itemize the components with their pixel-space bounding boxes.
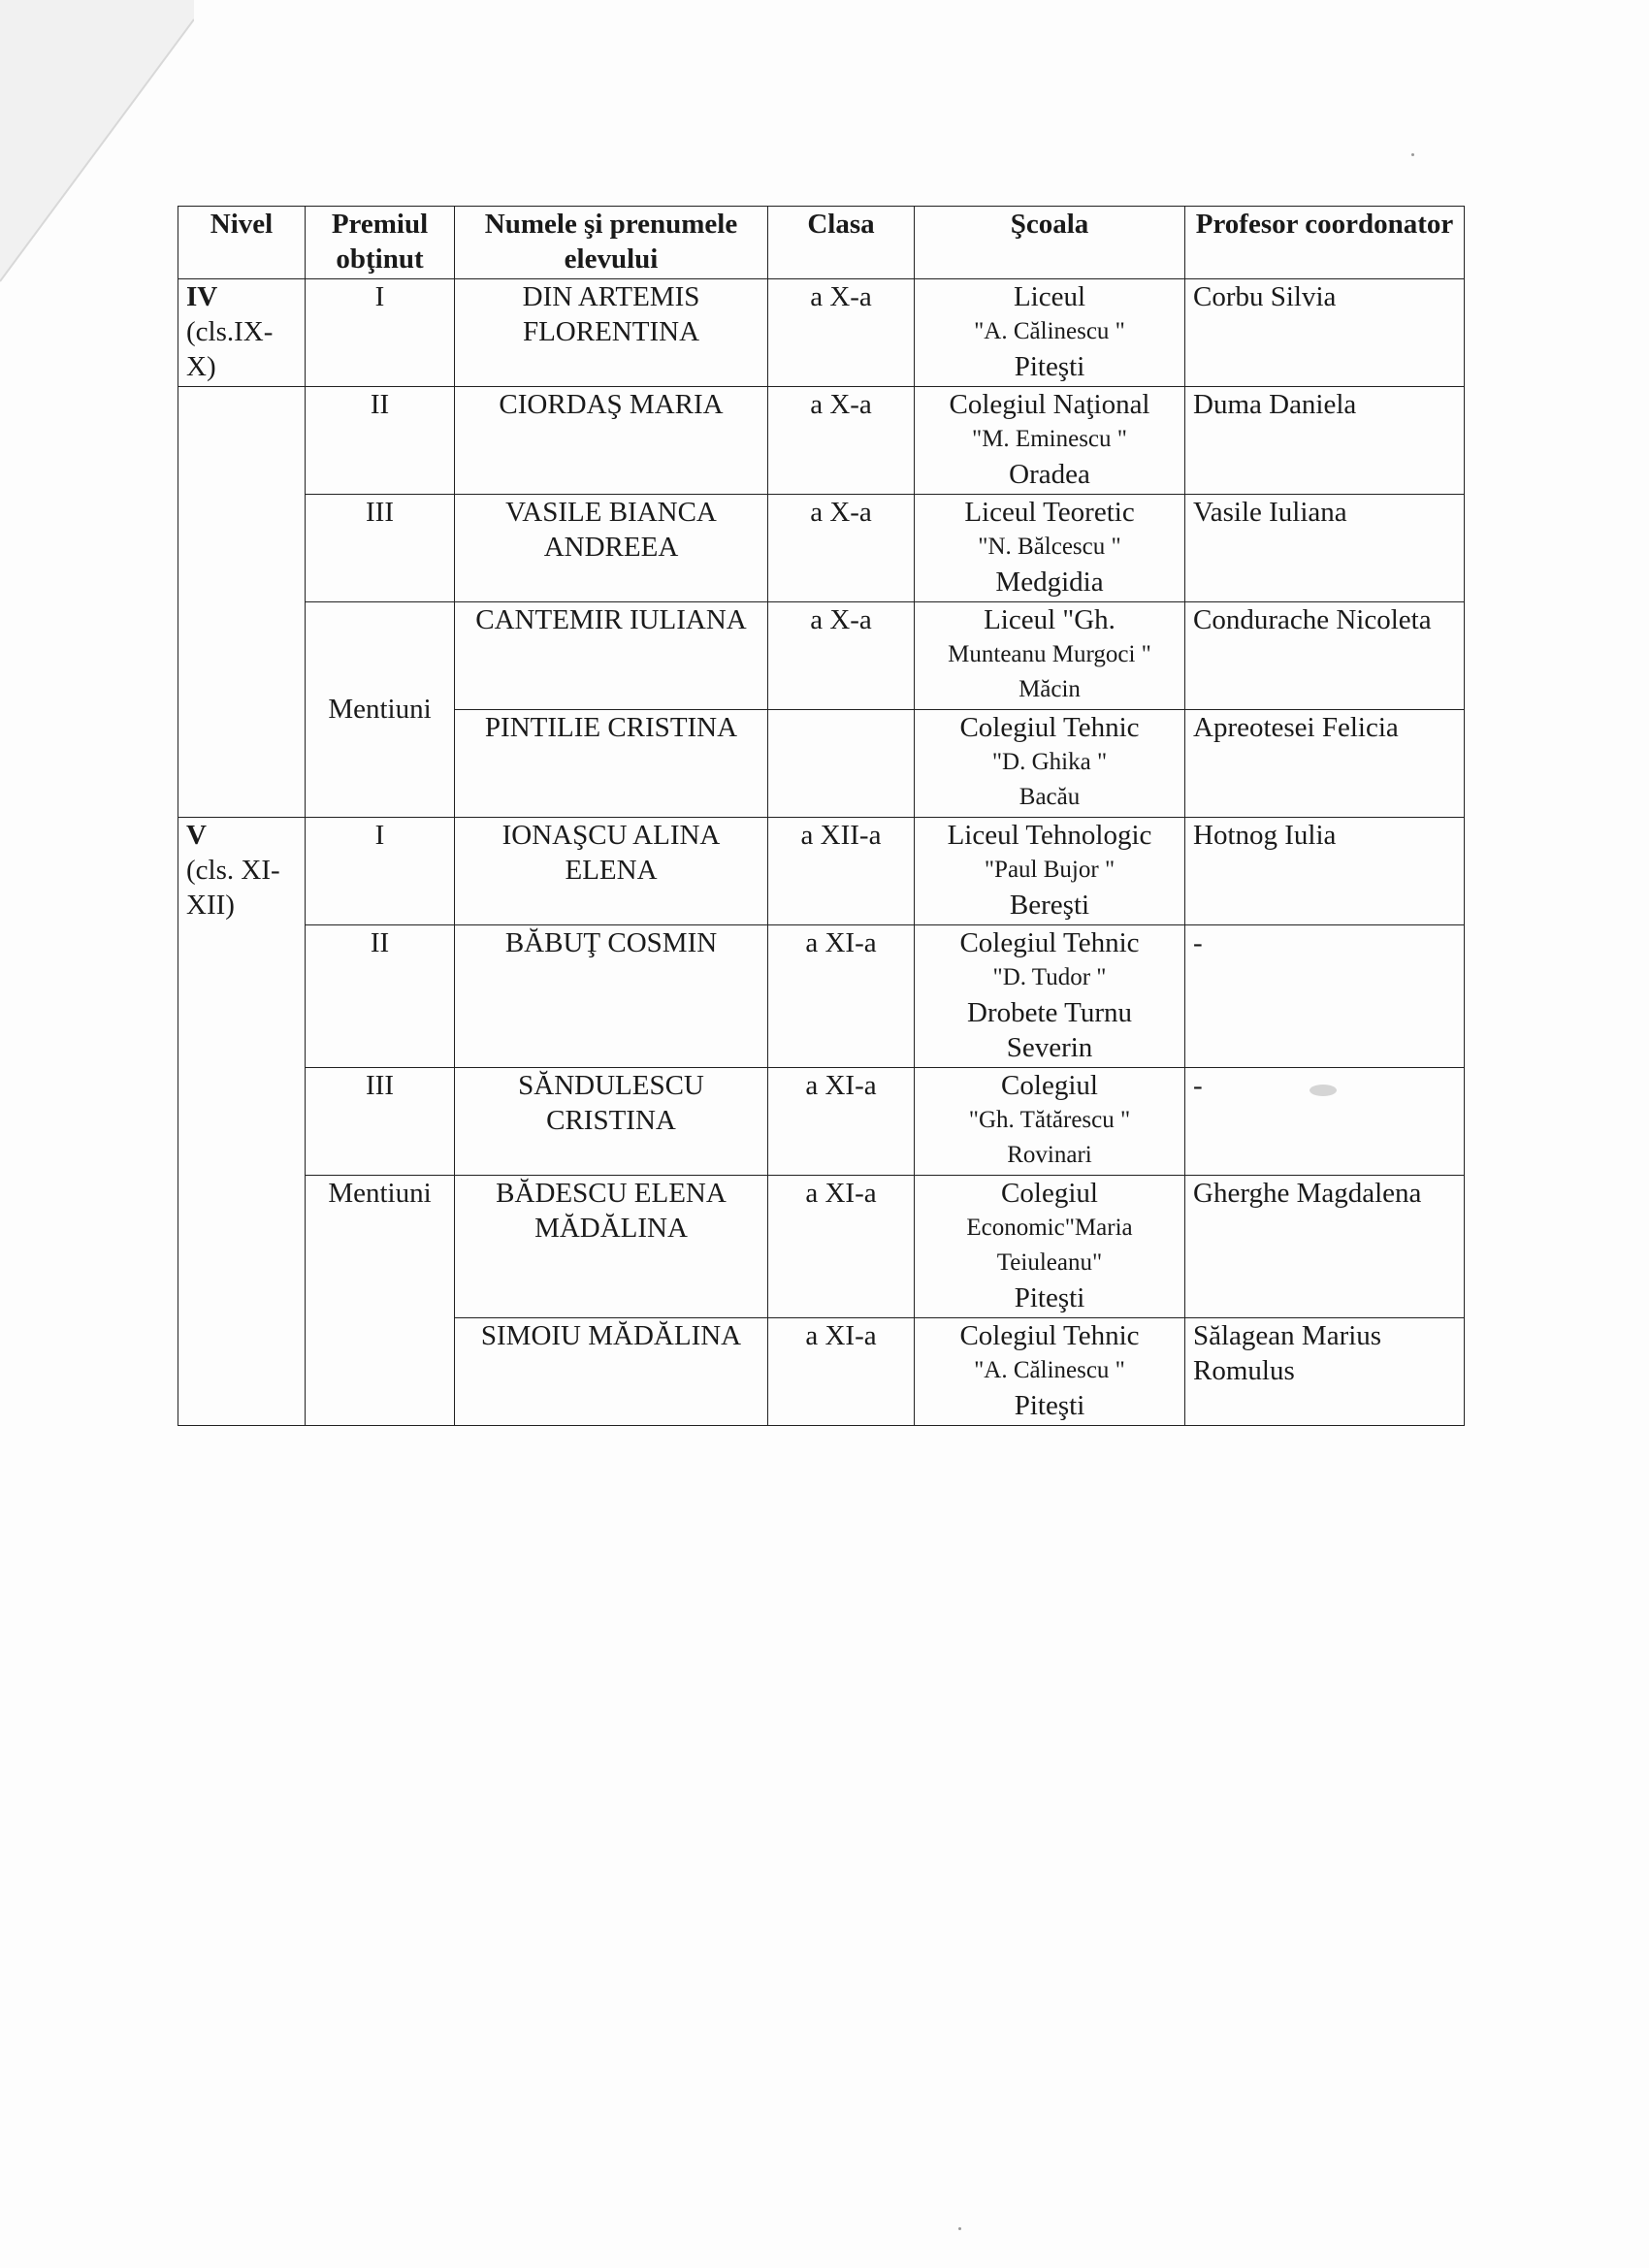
scoala-line: Oradea <box>1009 459 1090 490</box>
premiu-cell: I <box>306 818 455 925</box>
profesor-cell: - <box>1185 925 1465 1068</box>
nivel-label: V <box>186 820 207 851</box>
nivel-label: IV <box>186 281 218 312</box>
premiu-cell: II <box>306 387 455 495</box>
nume-cell: VASILE BIANCA ANDREEA <box>455 495 768 602</box>
scoala-line: "Gh. Tătărescu " <box>968 1107 1131 1133</box>
scoala-line: Drobete Turnu Severin <box>967 997 1132 1063</box>
scoala-line: "A. Călinescu " <box>974 318 1125 344</box>
scoala-cell <box>915 925 1185 1068</box>
scoala-line: "Paul Bujor " <box>984 857 1116 883</box>
scoala-line: Colegiul <box>1001 1178 1098 1209</box>
scoala-cell <box>915 602 1185 710</box>
scoala-line: Colegiul <box>1001 1070 1098 1101</box>
nume-cell: CANTEMIR IULIANA <box>455 602 768 710</box>
scoala-line: "A. Călinescu " <box>974 1357 1125 1383</box>
scoala-line: Piteşti <box>1014 1282 1085 1313</box>
profesor-cell: Corbu Silvia <box>1185 279 1465 387</box>
nivel-detail: (cls.IX-X) <box>186 316 274 382</box>
scoala-line: Medgidia <box>995 567 1104 598</box>
scoala-line: Piteşti <box>1014 351 1085 382</box>
table-row <box>178 387 1465 495</box>
profesor-cell: - <box>1185 1068 1465 1176</box>
clasa-cell: a XI-a <box>768 925 915 1068</box>
scoala-line: "N. Bălcescu " <box>978 534 1121 560</box>
clasa-cell: a X-a <box>768 495 915 602</box>
clasa-cell <box>768 710 915 818</box>
scoala-cell <box>915 818 1185 925</box>
scoala-line: Liceul "Gh. <box>984 604 1116 635</box>
nume-cell: DIN ARTEMIS FLORENTINA <box>455 279 768 387</box>
premiu-cell: III <box>306 1068 455 1176</box>
profesor-cell: Hotnog Iulia <box>1185 818 1465 925</box>
scoala-line: Bacău <box>1018 784 1081 810</box>
table-row <box>178 279 1465 387</box>
header-scoala: Şcoala <box>915 207 1185 279</box>
premiu-cell: Mentiuni <box>306 602 455 818</box>
header-clasa: Clasa <box>768 207 915 279</box>
scoala-line: Liceul <box>1013 281 1086 312</box>
scoala-line: Munteanu Murgoci " <box>948 641 1151 667</box>
nume-cell: SIMOIU MĂDĂLINA <box>455 1318 768 1426</box>
table-row <box>178 495 1465 602</box>
scan-smudge <box>1310 1085 1337 1096</box>
scoala-line: Colegiul Tehnic <box>959 927 1140 958</box>
nivel-cell-continued <box>178 387 306 818</box>
table-row <box>178 602 1465 710</box>
premiu-cell: III <box>306 495 455 602</box>
nivel-cell <box>178 279 306 387</box>
profesor-cell: Duma Daniela <box>1185 387 1465 495</box>
nivel-cell <box>178 818 306 1426</box>
scoala-cell <box>915 279 1185 387</box>
scoala-line: Colegiul Tehnic <box>959 712 1140 743</box>
nume-cell: IONAŞCU ALINA ELENA <box>455 818 768 925</box>
table-row <box>178 818 1465 925</box>
premiu-cell: Mentiuni <box>306 1176 455 1426</box>
nume-cell: BĂBUŢ COSMIN <box>455 925 768 1068</box>
scoala-line: Piteşti <box>1014 1390 1085 1421</box>
scoala-line: Bereşti <box>1009 890 1090 921</box>
nume-cell: SĂNDULESCU CRISTINA <box>455 1068 768 1176</box>
scan-speck <box>1411 153 1414 156</box>
scoala-line: "D. Tudor " <box>992 964 1107 990</box>
header-profesor: Profesor coordonator <box>1185 207 1465 279</box>
profesor-cell: Condurache Nicoleta <box>1185 602 1465 710</box>
scoala-cell <box>915 1068 1185 1176</box>
scoala-line: Măcin <box>1018 676 1081 702</box>
clasa-cell: a XII-a <box>768 818 915 925</box>
scoala-line: Colegiul Tehnic <box>959 1320 1140 1351</box>
table-row <box>178 1068 1465 1176</box>
scoala-line: Rovinari <box>1007 1142 1092 1168</box>
clasa-cell: a X-a <box>768 387 915 495</box>
scoala-cell <box>915 710 1185 818</box>
scoala-line: Liceul Teoretic <box>964 497 1135 528</box>
scoala-cell <box>915 1176 1185 1318</box>
clasa-cell: a XI-a <box>768 1176 915 1318</box>
header-nivel: Nivel <box>178 207 306 279</box>
clasa-cell: a X-a <box>768 279 915 387</box>
profesor-cell: Gherghe Magdalena <box>1185 1176 1465 1318</box>
scoala-cell <box>915 495 1185 602</box>
scoala-cell <box>915 1318 1185 1426</box>
profesor-cell: Sălagean Marius Romulus <box>1185 1318 1465 1426</box>
scoala-line: Colegiul Naţional <box>949 389 1150 420</box>
profesor-cell: Apreotesei Felicia <box>1185 710 1465 818</box>
scoala-line: "D. Ghika " <box>991 749 1108 775</box>
header-premiul: Premiul obţinut <box>306 207 455 279</box>
table-row <box>178 1176 1465 1318</box>
nume-cell: PINTILIE CRISTINA <box>455 710 768 818</box>
scan-speck <box>958 2227 961 2230</box>
scoala-line: Liceul Tehnologic <box>947 820 1152 851</box>
nume-cell: BĂDESCU ELENA MĂDĂLINA <box>455 1176 768 1318</box>
premiu-cell: II <box>306 925 455 1068</box>
scoala-line: "M. Eminescu " <box>972 426 1127 452</box>
scan-corner-fold <box>0 0 194 291</box>
premiu-cell: I <box>306 279 455 387</box>
clasa-cell: a XI-a <box>768 1068 915 1176</box>
nivel-detail: (cls. XI-XII) <box>186 855 280 921</box>
header-row <box>178 207 1465 279</box>
scoala-cell <box>915 387 1185 495</box>
clasa-cell: a X-a <box>768 602 915 710</box>
nume-cell: CIORDAŞ MARIA <box>455 387 768 495</box>
clasa-cell: a XI-a <box>768 1318 915 1426</box>
profesor-cell: Vasile Iuliana <box>1185 495 1465 602</box>
results-table <box>178 206 1465 1426</box>
table-row <box>178 925 1465 1068</box>
scoala-line: Economic"Maria Teiuleanu" <box>966 1215 1133 1276</box>
header-numele: Numele şi prenumele elevului <box>455 207 768 279</box>
